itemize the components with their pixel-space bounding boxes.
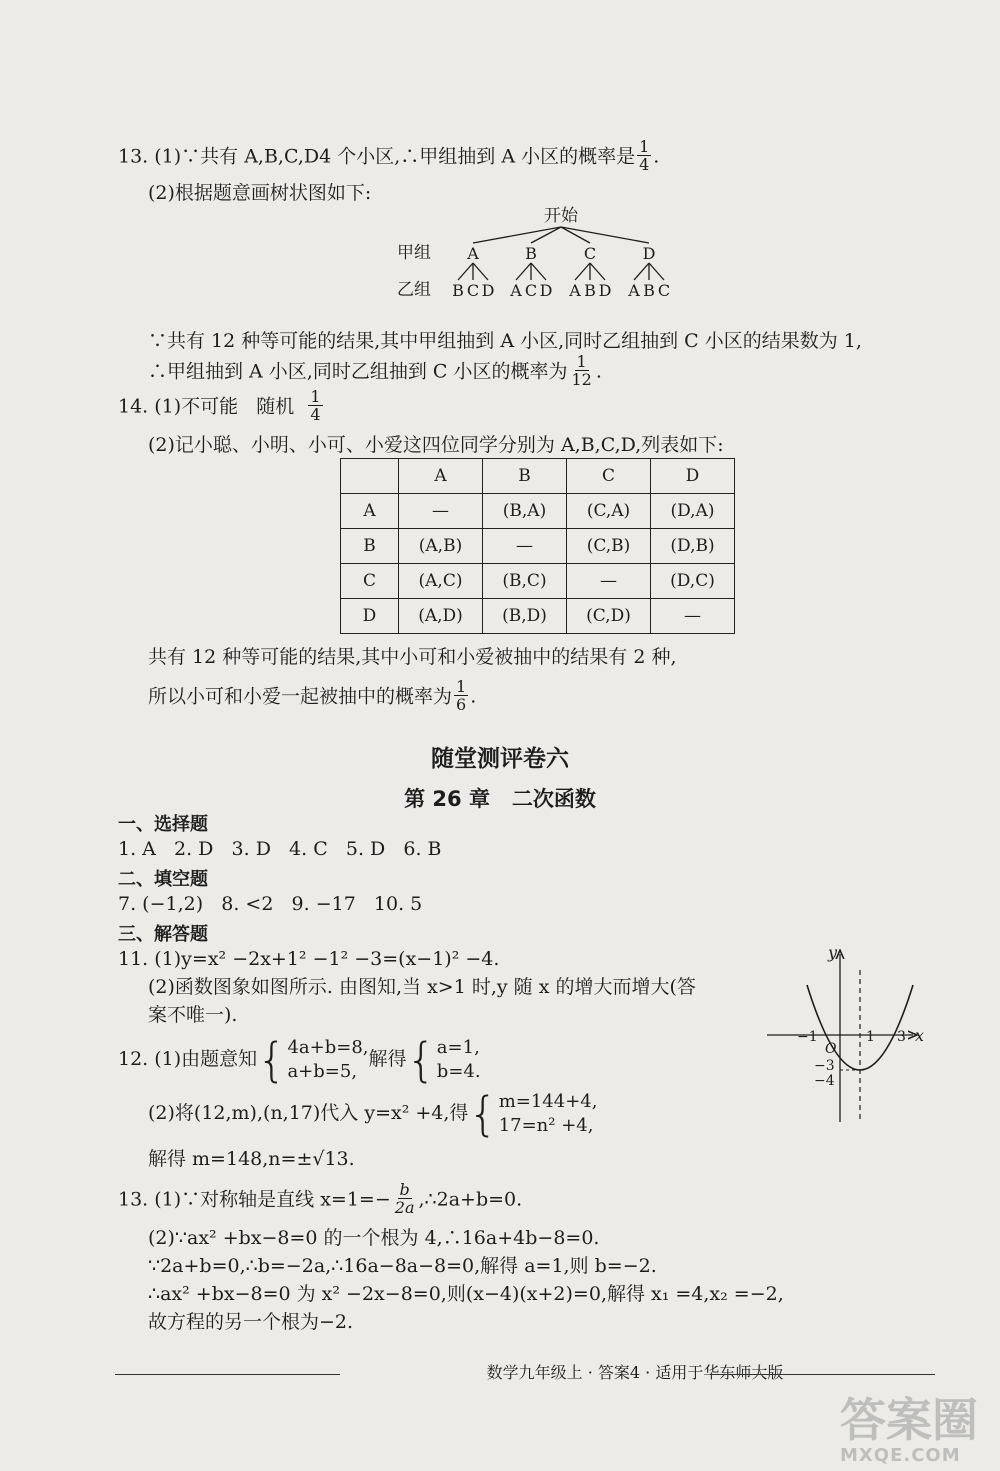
chapter-title: 第 26 章 二次函数 [404, 787, 596, 811]
a13-line1: 13. (1)∵对称轴是直线 x=1=− $\frac{b}{2a}$ ,∴2a+b=0. [118, 1180, 523, 1217]
tree-edge-branch [634, 263, 649, 280]
tree-edge-branch [473, 263, 488, 280]
tree-node-yi-4: C [524, 281, 538, 300]
a12-line3: 解得 m=148,n=±√13. [148, 1148, 355, 1170]
tree-edge-branch [590, 263, 605, 280]
tree-node-yi-10: B [643, 281, 655, 300]
table-cell: (B,A) [483, 494, 567, 529]
table-cell: (A,B) [399, 529, 483, 564]
table-cell: — [567, 564, 651, 599]
q13-part2: (2)根据题意画树状图如下: [148, 182, 372, 204]
tree-edge-branch [575, 263, 590, 280]
a13-line2: (2)∵ax² +bx−8=0 的一个根为 4,∴16a+4b−8=0. [148, 1227, 600, 1249]
tree-node-yi-8: D [598, 281, 612, 300]
table-cell: (C,B) [567, 529, 651, 564]
fraction: $\frac{1}{4}$ [639, 137, 650, 174]
table-cell: — [399, 494, 483, 529]
table-cell: (D,C) [651, 564, 735, 599]
tree-node-yi-6: A [569, 281, 581, 300]
q13-result-2: ∴甲组抽到 A 小区,同时乙组抽到 C 小区的概率为 $\frac{1}{12}$ . [148, 352, 602, 389]
tree-node-yi-2: D [481, 281, 495, 300]
a11-line2: (2)函数图象如图所示. 由图知,当 x>1 时,y 随 x 的增大而增大(答 [148, 976, 696, 998]
a13-line5: 故方程的另一个根为−2. [148, 1311, 354, 1333]
table-row [341, 494, 735, 529]
tree-node-jia-2: C [583, 244, 597, 263]
x-tick-1: 1 [866, 1029, 875, 1045]
a12-line1: 12. (1)由题意知 { 4a+b=8, a+b=5, 解得 { a=1, b=4. [118, 1033, 481, 1087]
a11-line1: 11. (1)y=x² −2x+1² −1² −3=(x−1)² −4. [118, 948, 500, 970]
table-cell [341, 459, 399, 494]
watermark-logo: 答案圈 MXQE.COM [840, 1393, 978, 1466]
table-cell: — [483, 529, 567, 564]
tree-node-yi-0: B [452, 281, 464, 300]
table-header-row [341, 459, 735, 494]
fraction: $\frac{1}{12}$ [571, 352, 592, 389]
probability-table [340, 458, 735, 634]
tree-node-jia-3: D [642, 244, 656, 263]
tree-edge-root [473, 227, 561, 243]
tree-node-jia-0: A [467, 244, 479, 263]
tree-node-jia-1: B [525, 244, 537, 263]
table-cell: D [341, 599, 399, 634]
test-title: 随堂测评卷六 [431, 746, 569, 772]
table-cell: (D,B) [651, 529, 735, 564]
table-row [341, 599, 735, 634]
x-axis-label: x [915, 1026, 925, 1045]
tree-edge-branch [531, 263, 546, 280]
table-cell: (B,D) [483, 599, 567, 634]
table-cell: C [567, 459, 651, 494]
section-fill-answers: 7. (−1,2) 8. <2 9. −17 10. 5 [118, 893, 423, 915]
a13-line4: ∴ax² +bx−8=0 为 x² −2x−8=0,则(x−4)(x+2)=0,解得 x₁ =4,x₂ =−2, [148, 1283, 784, 1305]
origin-label: O [825, 1041, 837, 1057]
table-cell: (A,C) [399, 564, 483, 599]
table-cell: (C,A) [567, 494, 651, 529]
q13-result-1: ∵共有 12 种等可能的结果,其中甲组抽到 A 小区,同时乙组抽到 C 小区的结果数为 1, [148, 330, 862, 352]
a13-line3: ∵2a+b=0,∴b=−2a,∴16a−8a−8=0,解得 a=1,则 b=−2. [148, 1255, 657, 1277]
equation-system-2: { a=1, b=4. [406, 1033, 481, 1087]
table-cell: D [651, 459, 735, 494]
tree-label-jia: 甲组 [397, 243, 431, 263]
tree-node-yi-3: A [510, 281, 522, 300]
tree-node-yi-7: B [584, 281, 596, 300]
table-cell: (C,D) [567, 599, 651, 634]
tree-label-yi: 乙组 [397, 280, 431, 300]
table-cell: (D,A) [651, 494, 735, 529]
equation-system-3: { m=144+4, 17=n² +4, [468, 1087, 598, 1141]
table-cell: C [341, 564, 399, 599]
q13-part1: 13. (1)∵共有 A,B,C,D4 个小区,∴甲组抽到 A 小区的概率是 $\frac{1}{4}$ . [118, 137, 660, 174]
tree-node-yi-9: A [628, 281, 640, 300]
page-footer [115, 1360, 935, 1388]
table-cell: (A,D) [399, 599, 483, 634]
a11-line3: 案不唯一). [148, 1004, 238, 1026]
tree-node-yi-1: C [466, 281, 480, 300]
a12-line2: (2)将(12,m),(n,17)代入 y=x² +4,得 { m=144+4, 17=n² +4, [148, 1087, 598, 1141]
table-cell: A [341, 494, 399, 529]
tree-edge-branch [649, 263, 664, 280]
section-fill-title: 二、填空题 [118, 869, 208, 890]
tree-edge-branch [516, 263, 531, 280]
q14-part2: (2)记小聪、小明、小可、小爱这四位同学分别为 A,B,C,D,列表如下: [148, 434, 724, 456]
tree-node-yi-11: C [657, 281, 671, 300]
tree-node-yi-5: D [539, 281, 553, 300]
table-cell: B [483, 459, 567, 494]
equation-system-1: { 4a+b=8, a+b=5, [257, 1033, 369, 1087]
y-axis-label: y [828, 943, 838, 962]
fraction: $\frac{1}{6}$ [456, 677, 467, 714]
x-tick-neg1: −1 [797, 1029, 818, 1045]
q14-result-1: 共有 12 种等可能的结果,其中小可和小爱被抽中的结果有 2 种, [148, 646, 677, 668]
y-tick-neg3: −3 [814, 1058, 835, 1074]
fraction: $\frac{1}{4}$ [310, 387, 321, 424]
footer-rule-left [115, 1374, 340, 1375]
footer-rule-right [710, 1374, 935, 1375]
x-tick-3: 3 [897, 1029, 906, 1045]
tree-root: 开始 [544, 206, 578, 226]
parabola-graph [765, 940, 940, 1125]
table-cell: — [651, 599, 735, 634]
fraction: $\frac{b}{2a}$ [394, 1180, 415, 1217]
q14-part1: 14. (1)不可能 随机 $\frac{1}{4}$ [118, 387, 321, 424]
table-cell: (B,C) [483, 564, 567, 599]
table-cell: A [399, 459, 483, 494]
y-tick-neg4: −4 [814, 1073, 835, 1089]
tree-diagram [395, 203, 735, 303]
section-choice-title: 一、选择题 [118, 814, 208, 835]
tree-edge-branch [458, 263, 473, 280]
table-cell: B [341, 529, 399, 564]
section-choice-answers: 1. A 2. D 3. D 4. C 5. D 6. B [118, 838, 442, 860]
q14-result-2: 所以小可和小爱一起被抽中的概率为 $\frac{1}{6}$ . [148, 677, 477, 714]
section-solve-title: 三、解答题 [118, 924, 208, 945]
footer-text: 数学九年级上 · 答案4 · 适用于华东师大版 [486, 1363, 784, 1382]
table-row [341, 529, 735, 564]
table-row [341, 564, 735, 599]
